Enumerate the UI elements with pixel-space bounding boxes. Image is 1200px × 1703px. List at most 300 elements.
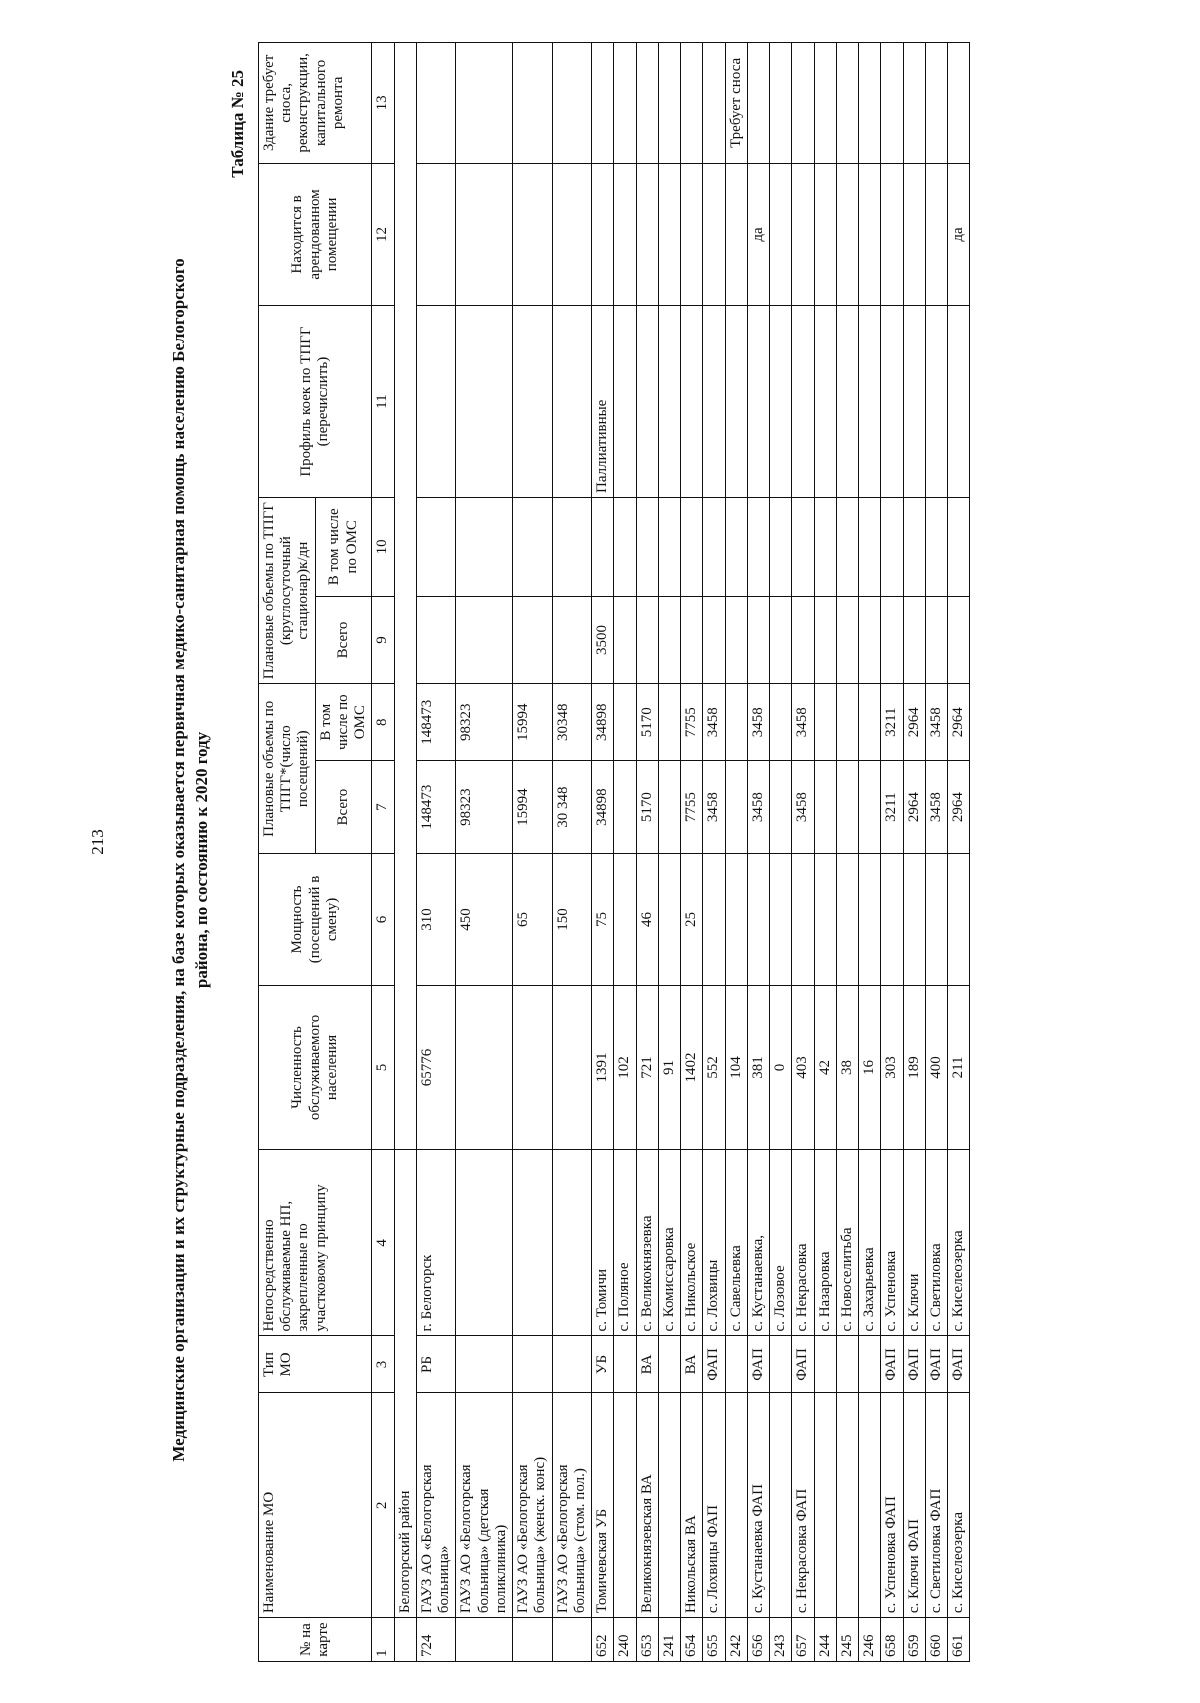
cell-col-12 <box>456 163 513 305</box>
table-row <box>681 43 703 1662</box>
cell-col-3: РБ <box>416 1336 456 1393</box>
cell-col-2 <box>814 1393 836 1618</box>
cell-col-1: 652 <box>592 1618 614 1662</box>
cell-col-6 <box>814 854 836 986</box>
cell-col-5: 42 <box>814 985 836 1149</box>
cell-col-3: ФАП <box>881 1336 903 1393</box>
cell-col-12 <box>903 163 925 305</box>
cell-col-13 <box>416 43 456 164</box>
table-label: Таблица № 25 <box>227 70 247 178</box>
cell-col-9 <box>552 596 592 684</box>
cell-col-7: 3211 <box>881 761 903 854</box>
cell-col-11 <box>614 306 636 498</box>
table-row <box>836 43 858 1662</box>
cell-col-13 <box>925 43 947 164</box>
cell-col-11 <box>416 306 456 498</box>
cell-col-3: ФАП <box>948 1336 970 1393</box>
cell-col-10 <box>859 497 881 596</box>
cell-col-6 <box>948 854 970 986</box>
column-number-4: 4 <box>372 1150 394 1336</box>
table-row <box>703 43 725 1662</box>
cell-col-2 <box>770 1393 792 1618</box>
cell-col-2: с. Успеновка ФАП <box>881 1393 903 1618</box>
cell-col-4 <box>513 1150 553 1336</box>
table-row <box>903 43 925 1662</box>
cell-col-13 <box>552 43 592 164</box>
cell-col-1: 244 <box>814 1618 836 1662</box>
cell-col-5: 0 <box>770 985 792 1149</box>
cell-col-10 <box>925 497 947 596</box>
cell-col-6 <box>614 854 636 986</box>
rotated-page-content <box>168 30 1168 1690</box>
cell-col-12 <box>592 163 614 305</box>
header-capacity: Мощность (посещений в смену) <box>258 854 372 986</box>
table-row <box>552 43 592 1662</box>
cell-col-11 <box>792 306 814 498</box>
column-number-2: 2 <box>372 1393 394 1618</box>
cell-col-13 <box>636 43 658 164</box>
header-settlements: Непосредственно обслуживаемые НП, закрепленные по участковому принципу <box>258 1150 372 1336</box>
cell-col-2: с. Светиловка ФАП <box>925 1393 947 1618</box>
cell-col-5: 189 <box>903 985 925 1149</box>
cell-col-1 <box>456 1618 513 1662</box>
table-row <box>770 43 792 1662</box>
facilities-table <box>258 42 971 1662</box>
section-empty-cell <box>394 1618 416 1662</box>
cell-col-10 <box>658 497 680 596</box>
cell-col-5: 211 <box>948 985 970 1149</box>
cell-col-12 <box>703 163 725 305</box>
cell-col-9 <box>614 596 636 684</box>
cell-col-2 <box>859 1393 881 1618</box>
cell-col-13 <box>614 43 636 164</box>
cell-col-6: 310 <box>416 854 456 986</box>
cell-col-4: с. Томичи <box>592 1150 614 1336</box>
cell-col-5: 1391 <box>592 985 614 1149</box>
column-number-row <box>372 43 394 1662</box>
cell-col-1: 724 <box>416 1618 456 1662</box>
header-mo-type: Тип МО <box>258 1336 372 1393</box>
header-inpatient-oms: В том числе по ОМС <box>315 497 372 596</box>
cell-col-6: 65 <box>513 854 553 986</box>
cell-col-6 <box>903 854 925 986</box>
cell-col-12 <box>792 163 814 305</box>
cell-col-4: с. Назаровка <box>814 1150 836 1336</box>
cell-col-12 <box>681 163 703 305</box>
cell-col-13 <box>456 43 513 164</box>
cell-col-3 <box>725 1336 747 1393</box>
cell-col-8 <box>770 684 792 761</box>
cell-col-13 <box>881 43 903 164</box>
cell-col-10 <box>881 497 903 596</box>
cell-col-6 <box>770 854 792 986</box>
cell-col-3 <box>513 1336 553 1393</box>
cell-col-13 <box>747 43 769 164</box>
cell-col-7: 148473 <box>416 761 456 854</box>
cell-col-4: г. Белогорск <box>416 1150 456 1336</box>
header-row <box>258 43 315 1662</box>
cell-col-3: ВА <box>681 1336 703 1393</box>
cell-col-12 <box>925 163 947 305</box>
cell-col-5: 381 <box>747 985 769 1149</box>
cell-col-4: с. Успеновка <box>881 1150 903 1336</box>
cell-col-7: 3458 <box>747 761 769 854</box>
header-inpatient-total: Всего <box>315 596 372 684</box>
cell-col-3 <box>814 1336 836 1393</box>
cell-col-9 <box>513 596 553 684</box>
cell-col-10 <box>636 497 658 596</box>
cell-col-10 <box>703 497 725 596</box>
cell-col-2: ГАУЗ АО «Белогорская больница» (стом. пол.) <box>552 1393 592 1618</box>
cell-col-3 <box>770 1336 792 1393</box>
cell-col-10 <box>552 497 592 596</box>
table-row <box>881 43 903 1662</box>
cell-col-8: 34898 <box>592 684 614 761</box>
cell-col-13 <box>703 43 725 164</box>
cell-col-1: 660 <box>925 1618 947 1662</box>
cell-col-9 <box>836 596 858 684</box>
cell-col-1: 655 <box>703 1618 725 1662</box>
cell-col-8: 2964 <box>948 684 970 761</box>
cell-col-7: 15994 <box>513 761 553 854</box>
cell-col-4: с. Ключи <box>903 1150 925 1336</box>
cell-col-7 <box>814 761 836 854</box>
cell-col-10 <box>456 497 513 596</box>
cell-col-13 <box>859 43 881 164</box>
cell-col-13 <box>903 43 925 164</box>
cell-col-13 <box>681 43 703 164</box>
cell-col-8 <box>814 684 836 761</box>
cell-col-1: 656 <box>747 1618 769 1662</box>
cell-col-8 <box>859 684 881 761</box>
cell-col-6: 75 <box>592 854 614 986</box>
cell-col-9 <box>747 596 769 684</box>
column-number-10: 10 <box>372 497 394 596</box>
cell-col-6: 25 <box>681 854 703 986</box>
cell-col-4 <box>456 1150 513 1336</box>
cell-col-3 <box>658 1336 680 1393</box>
column-number-7: 7 <box>372 761 394 854</box>
cell-col-8: 15994 <box>513 684 553 761</box>
cell-col-12 <box>614 163 636 305</box>
cell-col-7: 2964 <box>903 761 925 854</box>
cell-col-8: 3458 <box>747 684 769 761</box>
cell-col-5: 403 <box>792 985 814 1149</box>
cell-col-13 <box>770 43 792 164</box>
cell-col-1: 658 <box>881 1618 903 1662</box>
cell-col-8 <box>614 684 636 761</box>
cell-col-9 <box>925 596 947 684</box>
cell-col-3 <box>836 1336 858 1393</box>
table-row <box>658 43 680 1662</box>
cell-col-8: 98323 <box>456 684 513 761</box>
cell-col-1: 653 <box>636 1618 658 1662</box>
cell-col-12: да <box>948 163 970 305</box>
header-needs-demolition: Здание требует сноса, реконструкции, капитального ремонта <box>258 43 372 164</box>
cell-col-8: 7755 <box>681 684 703 761</box>
cell-col-8: 3458 <box>792 684 814 761</box>
cell-col-12 <box>658 163 680 305</box>
cell-col-3 <box>552 1336 592 1393</box>
table-row <box>925 43 947 1662</box>
column-number-3: 3 <box>372 1336 394 1393</box>
cell-col-5 <box>552 985 592 1149</box>
cell-col-2 <box>725 1393 747 1618</box>
section-filler <box>394 43 416 1150</box>
cell-col-11 <box>681 306 703 498</box>
cell-col-4: с. Некрасовка <box>792 1150 814 1336</box>
cell-col-6 <box>747 854 769 986</box>
cell-col-9 <box>859 596 881 684</box>
cell-col-12 <box>636 163 658 305</box>
cell-col-5: 16 <box>859 985 881 1149</box>
cell-col-3: ВА <box>636 1336 658 1393</box>
cell-col-7: 7755 <box>681 761 703 854</box>
table-body <box>394 43 970 1662</box>
cell-col-8 <box>658 684 680 761</box>
cell-col-4: с. Новоселитьба <box>836 1150 858 1336</box>
cell-col-8 <box>725 684 747 761</box>
cell-col-1: 243 <box>770 1618 792 1662</box>
cell-col-11 <box>747 306 769 498</box>
document-title-line-1: Медицинские организации и их структурные подразделения, на базе которых оказывается первичная медико-санитарная помощь населению Белогорского <box>169 258 188 1462</box>
table-row <box>592 43 614 1662</box>
cell-col-10 <box>792 497 814 596</box>
cell-col-7: 2964 <box>948 761 970 854</box>
cell-col-5: 65776 <box>416 985 456 1149</box>
cell-col-1: 240 <box>614 1618 636 1662</box>
cell-col-11 <box>836 306 858 498</box>
cell-col-2: с. Киселеозерка <box>948 1393 970 1618</box>
cell-col-9 <box>416 596 456 684</box>
cell-col-10 <box>513 497 553 596</box>
cell-col-2: с. Ключи ФАП <box>903 1393 925 1618</box>
cell-col-13 <box>792 43 814 164</box>
cell-col-12 <box>881 163 903 305</box>
header-visits-oms: В том числе по ОМС <box>315 684 372 761</box>
cell-col-3: ФАП <box>703 1336 725 1393</box>
cell-col-10 <box>747 497 769 596</box>
cell-col-4 <box>552 1150 592 1336</box>
cell-col-4: с. Поляное <box>614 1150 636 1336</box>
cell-col-9 <box>903 596 925 684</box>
cell-col-4: с. Савельевка <box>725 1150 747 1336</box>
cell-col-10 <box>948 497 970 596</box>
cell-col-5: 91 <box>658 985 680 1149</box>
cell-col-3: ФАП <box>747 1336 769 1393</box>
cell-col-6: 450 <box>456 854 513 986</box>
cell-col-8: 5170 <box>636 684 658 761</box>
cell-col-12 <box>513 163 553 305</box>
cell-col-9 <box>814 596 836 684</box>
section-title: Белогорский район <box>394 1150 416 1618</box>
cell-col-4: с. Захарьевка <box>859 1150 881 1336</box>
cell-col-4: с. Великокнязевка <box>636 1150 658 1336</box>
cell-col-3: ФАП <box>792 1336 814 1393</box>
column-number-13: 13 <box>372 43 394 164</box>
header-visits-total: Всего <box>315 761 372 854</box>
cell-col-10 <box>614 497 636 596</box>
header-population: Численность обслуживаемого населения <box>258 985 372 1149</box>
table-row <box>416 43 456 1662</box>
cell-col-10 <box>725 497 747 596</box>
header-bed-profile: Профиль коек по ТПГГ (перечислить) <box>258 306 372 498</box>
cell-col-2: ГАУЗ АО «Белогорская больница» (женск. конс) <box>513 1393 553 1618</box>
cell-col-12 <box>770 163 792 305</box>
cell-col-10 <box>416 497 456 596</box>
cell-col-12 <box>416 163 456 305</box>
cell-col-5 <box>513 985 553 1149</box>
table-row <box>614 43 636 1662</box>
table-row <box>747 43 769 1662</box>
cell-col-5: 552 <box>703 985 725 1149</box>
cell-col-9 <box>681 596 703 684</box>
cell-col-6 <box>925 854 947 986</box>
cell-col-4: с. Никольское <box>681 1150 703 1336</box>
cell-col-10 <box>770 497 792 596</box>
cell-col-13 <box>513 43 553 164</box>
table-row <box>725 43 747 1662</box>
column-number-9: 9 <box>372 596 394 684</box>
cell-col-4: с. Лохвицы <box>703 1150 725 1336</box>
cell-col-12 <box>836 163 858 305</box>
cell-col-1 <box>552 1618 592 1662</box>
cell-col-2: Никольская ВА <box>681 1393 703 1618</box>
cell-col-13 <box>814 43 836 164</box>
cell-col-7 <box>614 761 636 854</box>
cell-col-8 <box>836 684 858 761</box>
cell-col-12 <box>859 163 881 305</box>
cell-col-7 <box>836 761 858 854</box>
cell-col-3 <box>859 1336 881 1393</box>
cell-col-2: с. Лохвицы ФАП <box>703 1393 725 1618</box>
cell-col-2: с. Некрасовка ФАП <box>792 1393 814 1618</box>
cell-col-12 <box>552 163 592 305</box>
cell-col-7: 5170 <box>636 761 658 854</box>
cell-col-13 <box>836 43 858 164</box>
table-row <box>859 43 881 1662</box>
column-number-8: 8 <box>372 684 394 761</box>
cell-col-1 <box>513 1618 553 1662</box>
header-visits-plan: Плановые объемы по ТПГГ*(число посещений) <box>258 684 315 854</box>
cell-col-8: 3458 <box>925 684 947 761</box>
cell-col-1: 659 <box>903 1618 925 1662</box>
cell-col-1: 242 <box>725 1618 747 1662</box>
cell-col-11 <box>925 306 947 498</box>
column-number-5: 5 <box>372 985 394 1149</box>
cell-col-8: 2964 <box>903 684 925 761</box>
cell-col-8: 148473 <box>416 684 456 761</box>
cell-col-6 <box>725 854 747 986</box>
cell-col-9 <box>792 596 814 684</box>
cell-col-11 <box>948 306 970 498</box>
cell-col-6: 46 <box>636 854 658 986</box>
cell-col-7: 34898 <box>592 761 614 854</box>
cell-col-13 <box>592 43 614 164</box>
table-row <box>814 43 836 1662</box>
cell-col-11 <box>814 306 836 498</box>
cell-col-8: 3458 <box>703 684 725 761</box>
cell-col-9 <box>948 596 970 684</box>
cell-col-3: УБ <box>592 1336 614 1393</box>
cell-col-5: 303 <box>881 985 903 1149</box>
cell-col-13 <box>658 43 680 164</box>
cell-col-7 <box>859 761 881 854</box>
cell-col-8: 3211 <box>881 684 903 761</box>
section-row <box>394 43 416 1662</box>
cell-col-11 <box>770 306 792 498</box>
cell-col-2 <box>836 1393 858 1618</box>
column-number-12: 12 <box>372 163 394 305</box>
cell-col-4: с. Светиловка <box>925 1150 947 1336</box>
cell-col-2 <box>614 1393 636 1618</box>
cell-col-6 <box>658 854 680 986</box>
cell-col-7 <box>725 761 747 854</box>
cell-col-9 <box>703 596 725 684</box>
cell-col-5: 38 <box>836 985 858 1149</box>
cell-col-9 <box>770 596 792 684</box>
header-inpatient-plan: Плановые объемы по ТПГГ (круглосуточный стационар)к/дн <box>258 497 315 683</box>
cell-col-9 <box>658 596 680 684</box>
cell-col-4: с. Кустанаевка, <box>747 1150 769 1336</box>
header-mo-name: Наименование МО <box>258 1393 372 1618</box>
cell-col-1: 246 <box>859 1618 881 1662</box>
cell-col-11 <box>903 306 925 498</box>
cell-col-1: 661 <box>948 1618 970 1662</box>
cell-col-4: с. Киселеозерка <box>948 1150 970 1336</box>
cell-col-11 <box>456 306 513 498</box>
cell-col-7: 30 348 <box>552 761 592 854</box>
cell-col-3 <box>614 1336 636 1393</box>
cell-col-8: 30348 <box>552 684 592 761</box>
cell-col-10 <box>836 497 858 596</box>
cell-col-6 <box>703 854 725 986</box>
cell-col-10 <box>681 497 703 596</box>
cell-col-5: 104 <box>725 985 747 1149</box>
cell-col-12: да <box>747 163 769 305</box>
table-row <box>792 43 814 1662</box>
cell-col-5: 1402 <box>681 985 703 1149</box>
cell-col-11 <box>658 306 680 498</box>
header-map-number: № на карте <box>258 1618 372 1662</box>
cell-col-1: 657 <box>792 1618 814 1662</box>
cell-col-7: 3458 <box>703 761 725 854</box>
table-row <box>948 43 970 1662</box>
cell-col-5: 721 <box>636 985 658 1149</box>
cell-col-2: ГАУЗ АО «Белогорская больница» (детская поликлиника) <box>456 1393 513 1618</box>
page-number: 213 <box>88 829 107 855</box>
column-number-6: 6 <box>372 854 394 986</box>
cell-col-1: 241 <box>658 1618 680 1662</box>
cell-col-10 <box>814 497 836 596</box>
cell-col-11 <box>703 306 725 498</box>
cell-col-6 <box>859 854 881 986</box>
cell-col-5 <box>456 985 513 1149</box>
cell-col-6: 150 <box>552 854 592 986</box>
cell-col-9 <box>725 596 747 684</box>
column-number-1: 1 <box>372 1618 394 1662</box>
cell-col-10 <box>592 497 614 596</box>
cell-col-6 <box>881 854 903 986</box>
cell-col-4: с. Комиссаровка <box>658 1150 680 1336</box>
cell-col-11 <box>859 306 881 498</box>
header-rented: Находится в арендованном помещении <box>258 163 372 305</box>
cell-col-10 <box>903 497 925 596</box>
table-row <box>456 43 513 1662</box>
cell-col-2: Томичевская УБ <box>592 1393 614 1618</box>
cell-col-4: с. Лозовое <box>770 1150 792 1336</box>
cell-col-9 <box>456 596 513 684</box>
